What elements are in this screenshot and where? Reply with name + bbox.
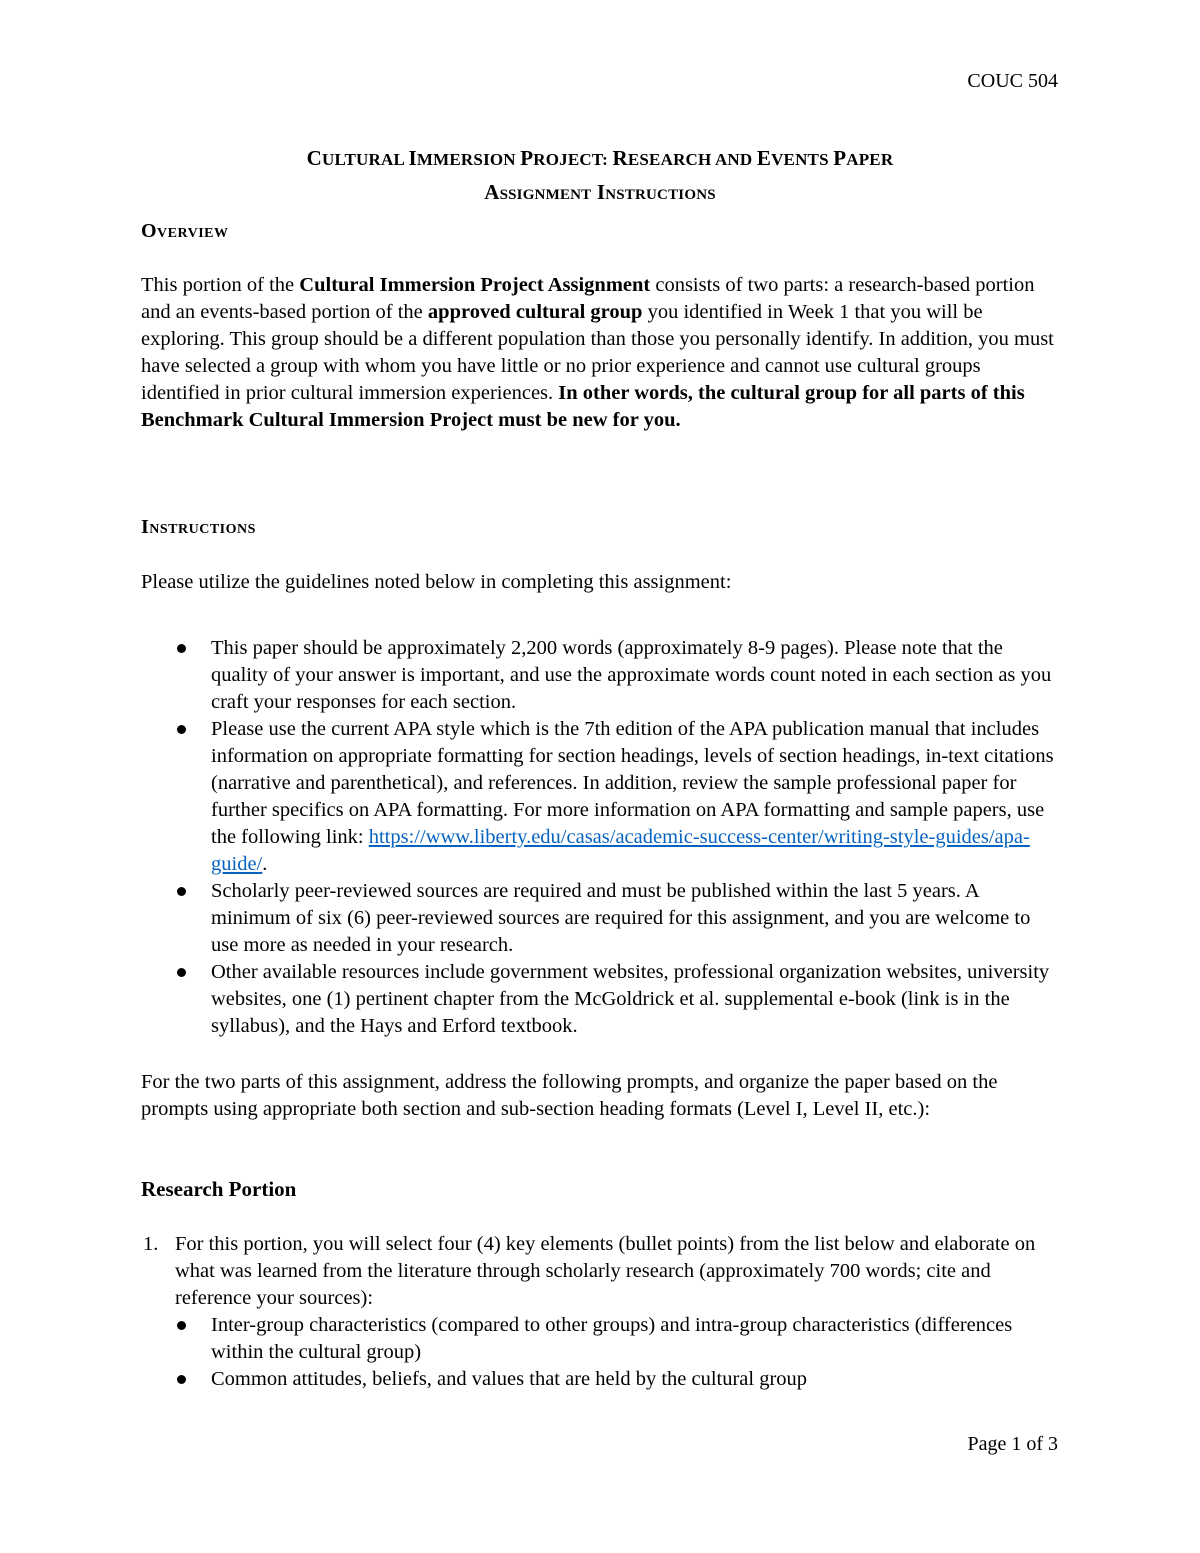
- overview-text: you identified in Week 1 that you will be exploring. This group should be a different population than those you personally identify. In addition, you must have selected a group with whom you have little or no prior experience and cannot use cultural groups identified in prior cultural immersion experiences.: [141, 301, 1054, 404]
- overview-bold-group: approved cultural group: [427, 301, 643, 323]
- list-item-text: Scholarly peer-reviewed sources are required and must be published within the last 5 years. A minimum of six (6) peer-reviewed sources are required for this assignment, and you are welcome to use more as needed in your research.: [211, 880, 1031, 956]
- overview-bold-emphasis: In other words, the cultural group for all parts of this Benchmark Cultural Immersion Project must be new for you.: [141, 382, 1025, 431]
- research-portion-heading: Research Portion: [141, 1177, 297, 1201]
- title-line-2: Assignment Instructions: [484, 180, 716, 204]
- list-item-text: Inter-group characteristics (compared to other groups) and intra-group characteristics (differences within the cultural group): [211, 1314, 1013, 1363]
- list-item: [141, 959, 1061, 1040]
- list-item-text: For this portion, you will select four (4) key elements (bullet points) from the list below and elaborate on what was learned from the literature through scholarly research (approximately 700 words; cite and reference your sources):: [175, 1233, 1036, 1309]
- title-part: ULTURAL: [322, 150, 409, 169]
- instructions-heading: Instructions: [141, 516, 256, 538]
- list-item: [141, 1231, 1061, 1393]
- list-item: [175, 1312, 1061, 1366]
- title-part: P: [520, 146, 534, 170]
- list-item: [141, 716, 1061, 878]
- list-item-text: This paper should be approximately 2,200 words (approximately 8-9 pages). Please note that the quality of your answer is important, and use the approximate words count noted in each section as you craft your responses for each section.: [211, 637, 1052, 713]
- list-item-text: Common attitudes, beliefs, and values that are held by the cultural group: [211, 1368, 808, 1390]
- title-line-1: [0, 146, 1200, 171]
- list-item: [175, 1366, 1061, 1393]
- list-item-text: Other available resources include government websites, professional organization websites, university websites, one (1) pertinent chapter from the McGoldrick et al. supplemental e-book (link is in the syllabus), and the Hays and Erford textbook.: [211, 961, 1050, 1037]
- title-part: I: [408, 146, 417, 170]
- overview-heading: Overview: [141, 220, 229, 242]
- page-number: Page 1 of 3: [967, 1433, 1058, 1455]
- title-part: APER: [846, 150, 894, 169]
- title-part: MMERSION: [416, 150, 521, 169]
- title-part: E: [756, 146, 772, 170]
- research-list: [141, 1231, 1061, 1393]
- overview-paragraph: [141, 272, 1061, 434]
- instructions-closing: For the two parts of this assignment, address the following prompts, and organize the paper based on the prompts using appropriate both section and sub-section heading formats (Level I, Level II, etc.):: [141, 1071, 998, 1120]
- list-item-text: .: [262, 853, 268, 875]
- guidelines-list: [141, 635, 1061, 1040]
- overview-bold-assignment: Cultural Immersion Project Assignment: [299, 274, 651, 296]
- title-part: P: [833, 146, 847, 170]
- title-part: VENTS: [771, 150, 834, 169]
- list-item: [141, 878, 1061, 959]
- list-item: [141, 635, 1061, 716]
- title-part: ESEARCH AND: [627, 150, 757, 169]
- list-number: 1.: [143, 1233, 159, 1255]
- course-code: COUC 504: [967, 70, 1058, 92]
- title-part: ROJECT:: [533, 150, 613, 169]
- key-elements-list: [175, 1312, 1061, 1393]
- title-part: C: [306, 146, 323, 170]
- list-item-text: Please use the current APA style which is the 7th edition of the APA publication manual that includes information on appropriate formatting for section headings, levels of section headings, in-text citations (narrative and parenthetical), and references. In addition, review the sample professional paper for further specifics on APA formatting. For more information on APA formatting and sample papers, use the following link:: [211, 718, 1054, 848]
- instructions-intro: Please utilize the guidelines noted below in completing this assignment:: [141, 571, 732, 593]
- title-part: R: [612, 146, 628, 170]
- overview-text: This portion of the: [141, 274, 300, 296]
- overview-text: consists of two parts: a research-based portion and an events-based portion of the: [141, 274, 1035, 323]
- apa-guide-link[interactable]: https://www.liberty.edu/casas/academic-success-center/writing-style-guides/apa-guide/: [211, 826, 1030, 875]
